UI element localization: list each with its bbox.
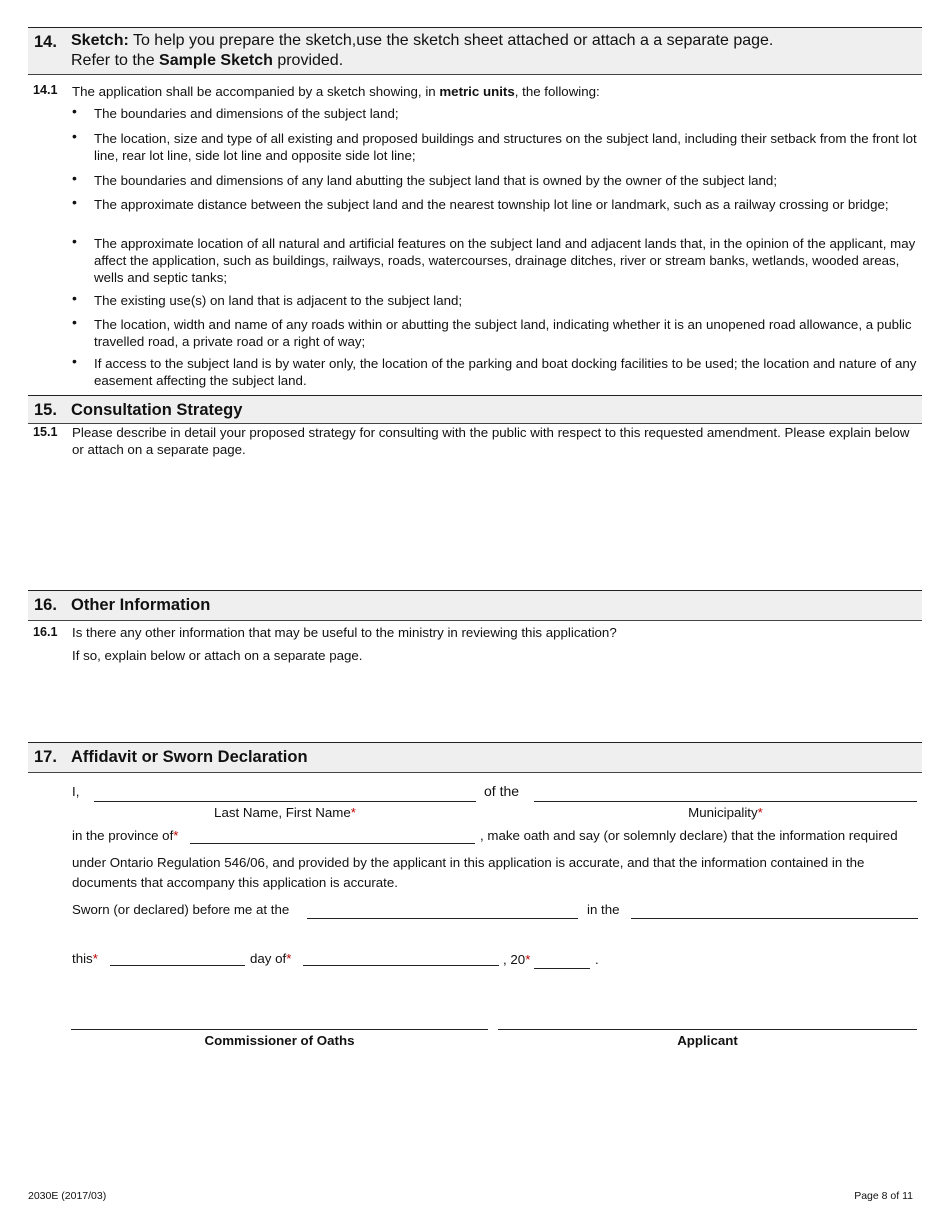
list-item: The location, width and name of any roads within or abutting the subject land, indicating whether it is an unopened road allowance, a public travelled road, a private road or a right of way; <box>94 317 912 349</box>
province-label: in the province of* <box>72 828 179 843</box>
municipality-field[interactable] <box>534 786 917 802</box>
section-title: Affidavit or Sworn Declaration <box>71 748 308 766</box>
section-17-header <box>28 742 922 773</box>
sworn-label: Sworn (or declared) before me at the <box>72 902 290 917</box>
required-asterisk: * <box>350 805 356 820</box>
other-information-answer[interactable] <box>72 668 920 736</box>
section-number: 15. <box>34 401 57 419</box>
list-item: The boundaries and dimensions of the subject land; <box>94 106 399 121</box>
question-number: 16.1 <box>33 625 58 639</box>
of-the-label: of the <box>484 783 520 799</box>
province-field[interactable] <box>190 829 475 844</box>
section-14-header <box>28 27 922 75</box>
month-field[interactable] <box>303 951 499 966</box>
i-label: I, <box>72 784 80 799</box>
commissioner-signature-line[interactable] <box>71 1014 488 1030</box>
bullet-icon: • <box>72 290 77 306</box>
form-id: 2030E (2017/03) <box>28 1190 107 1202</box>
question-number: 15.1 <box>33 425 58 439</box>
list-item: The existing use(s) on land that is adjacent to the subject land; <box>94 293 463 308</box>
section-title: Sketch: <box>71 32 129 49</box>
other-info-question: Is there any other information that may be useful to the ministry in reviewing this application? <box>72 625 617 640</box>
section-title: Other Information <box>71 596 211 614</box>
required-asterisk: * <box>525 952 531 967</box>
consultation-question: Please describe in detail your proposed strategy for consulting with the public with respect to this requested amendment. Please explain below or attach on a separate page. <box>72 425 910 457</box>
applicant-signature-line[interactable] <box>498 1014 917 1030</box>
year-prefix: , 20* <box>503 952 531 967</box>
bullet-icon: • <box>72 170 77 186</box>
sketch-requirements-intro: The application shall be accompanied by a sketch showing, in metric units, the following: <box>72 84 600 99</box>
list-item: The location, size and type of all existing and proposed buildings and structures on the subject land, including their setback from the front lot line, rear lot line, side lot line and opposite side lot line; <box>94 131 917 163</box>
section-14-title-line1: Sketch: To help you prepare the sketch,use the sketch sheet attached or attach a a separate page. <box>71 32 774 49</box>
list-item: The approximate distance between the subject land and the nearest township lot line or landmark, such as a railway crossing or bridge; <box>94 197 889 212</box>
other-info-instruction: If so, explain below or attach on a separate page. <box>72 648 363 663</box>
section-title: Consultation Strategy <box>71 401 243 419</box>
regulation-statement: under Ontario Regulation 546/06, and provided by the applicant in this application is accurate, and that the information contained in the documents that accompany this application is accurate. <box>72 855 865 890</box>
this-label: this* <box>72 951 98 966</box>
section-15-header <box>28 395 922 424</box>
page-number: Page 8 of 11 <box>854 1190 913 1202</box>
bullet-icon: • <box>72 128 77 144</box>
oath-statement: , make oath and say (or solemnly declare) that the information required <box>480 828 898 843</box>
section-number: 17. <box>34 748 57 766</box>
municipality-caption: Municipality* <box>688 805 763 820</box>
required-asterisk: * <box>173 828 179 843</box>
sworn-location-field[interactable] <box>307 903 578 919</box>
bullet-icon: • <box>72 233 77 249</box>
period: . <box>595 952 599 967</box>
bullet-icon: • <box>72 103 77 119</box>
bullet-icon: • <box>72 314 77 330</box>
sworn-region-field[interactable] <box>631 903 918 919</box>
year-field[interactable] <box>534 954 590 969</box>
section-14-title-line2: Refer to the Sample Sketch provided. <box>71 52 344 69</box>
section-number: 14. <box>34 33 57 51</box>
required-asterisk: * <box>286 951 292 966</box>
bullet-icon: • <box>72 194 77 210</box>
required-asterisk: * <box>757 805 763 820</box>
commissioner-caption: Commissioner of Oaths <box>204 1033 355 1048</box>
list-item: The boundaries and dimensions of any land abutting the subject land that is owned by the owner of the subject land; <box>94 173 778 188</box>
section-16-header <box>28 590 922 621</box>
list-item: The approximate location of all natural and artificial features on the subject land and adjacent lands that, in the opinion of the applicant, may affect the application, such as buildings, railways, roads, watercourses, drainage ditches, river or stream banks, wetlands, wooded areas, wells and septic tanks; <box>94 236 916 285</box>
required-asterisk: * <box>92 951 98 966</box>
list-item: If access to the subject land is by water only, the location of the parking and boat docking facilities to be used; the location and nature of any easement affecting the subject land. <box>94 356 917 388</box>
name-field[interactable] <box>94 786 476 802</box>
section-number: 16. <box>34 596 57 614</box>
sample-sketch-reference: Sample Sketch <box>159 52 273 69</box>
name-caption: Last Name, First Name* <box>214 805 356 820</box>
consultation-strategy-answer[interactable] <box>72 462 920 584</box>
question-number: 14.1 <box>33 83 58 97</box>
day-field[interactable] <box>110 951 245 966</box>
applicant-caption: Applicant <box>677 1033 738 1048</box>
bullet-icon: • <box>72 353 77 369</box>
in-the-label: in the <box>587 902 620 917</box>
day-of-label: day of* <box>250 951 292 966</box>
